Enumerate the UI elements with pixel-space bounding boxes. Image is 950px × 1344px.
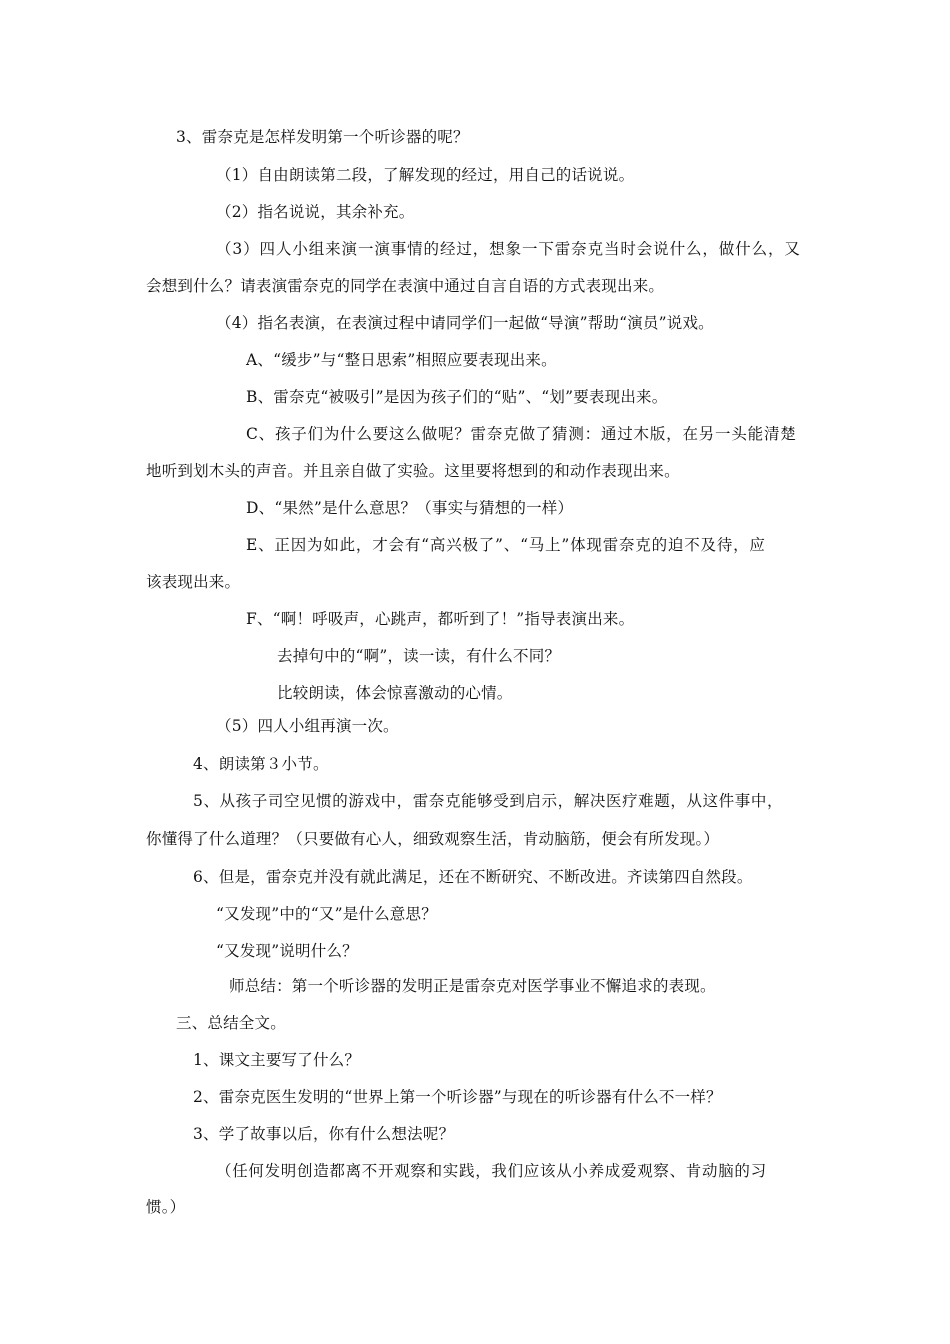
text-line: （5）四人小组再演一次。 [216,717,399,735]
text-line: 地听到划木头的声音。并且亲自做了实验。这里要将想到的和动作表现出来。 [146,462,680,480]
text-line: 师总结：第一个听诊器的发明正是雷奈克对医学事业不懈追求的表现。 [229,977,716,995]
text-line: （任何发明创造都离不开观察和实践，我们应该从小养成爱观察、肯动脑的习 [216,1162,767,1180]
text-line: （1）自由朗读第二段，了解发现的经过，用自己的话说说。 [216,166,635,184]
text-line: 1、课文主要写了什么？ [193,1051,361,1069]
text-line: 2、雷奈克医生发明的“世界上第一个听诊器”与现在的听诊器有什么不一样？ [193,1088,722,1106]
text-line: 3、学了故事以后，你有什么想法呢？ [193,1125,455,1143]
text-line: 你懂得了什么道理？（只要做有心人，细致观察生活，肯动脑筋，便会有所发现。） [146,830,720,848]
text-line: （2）指名说说，其余补充。 [216,203,415,221]
text-line: 3、雷奈克是怎样发明第一个听诊器的呢？ [176,128,469,146]
text-line: 6、但是，雷奈克并没有就此满足，还在不断研究、不断改进。齐读第四自然段。 [193,868,753,886]
text-line: D、“果然”是什么意思？（事实与猜想的一样） [246,499,574,517]
text-line: “又发现”中的“又”是什么意思？ [216,905,437,923]
text-line: 会想到什么？请表演雷奈克的同学在表演中通过自言自语的方式表现出来。 [146,277,665,295]
text-line: （3）四人小组来演一演事情的经过，想象一下雷奈克当时会说什么，做什么，又 [216,240,801,258]
text-line: 三、总结全文。 [176,1014,286,1032]
text-line: 比较朗读，体会惊喜激动的心情。 [277,684,513,702]
text-line: A、“缓步”与“整日思索”相照应要表现出来。 [246,351,557,369]
text-line: 该表现出来。 [146,573,241,591]
text-line: 4、朗读第３小节。 [193,755,329,773]
text-line: C、孩子们为什么要这么做呢？雷奈克做了猜测：通过木版，在另一头能清楚 [246,425,797,443]
text-line: （4）指名表演，在表演过程中请同学们一起做“导演”帮助“演员”说戏。 [216,314,714,332]
text-line: 去掉句中的“啊”，读一读，有什么不同？ [277,647,561,665]
text-line: E、正因为如此，才会有“高兴极了”、“马上”体现雷奈克的迫不及待，应 [246,536,766,554]
text-line: “又发现”说明什么？ [216,942,358,960]
text-line: 惯。） [146,1198,186,1216]
text-line: B、雷奈克“被吸引”是因为孩子们的“贴”、“划”要表现出来。 [246,388,668,406]
text-line: 5、从孩子司空见惯的游戏中，雷奈克能够受到启示，解决医疗难题，从这件事中， [193,792,784,810]
text-line: F、“啊！呼吸声，心跳声，都听到了！”指导表演出来。 [246,610,635,628]
